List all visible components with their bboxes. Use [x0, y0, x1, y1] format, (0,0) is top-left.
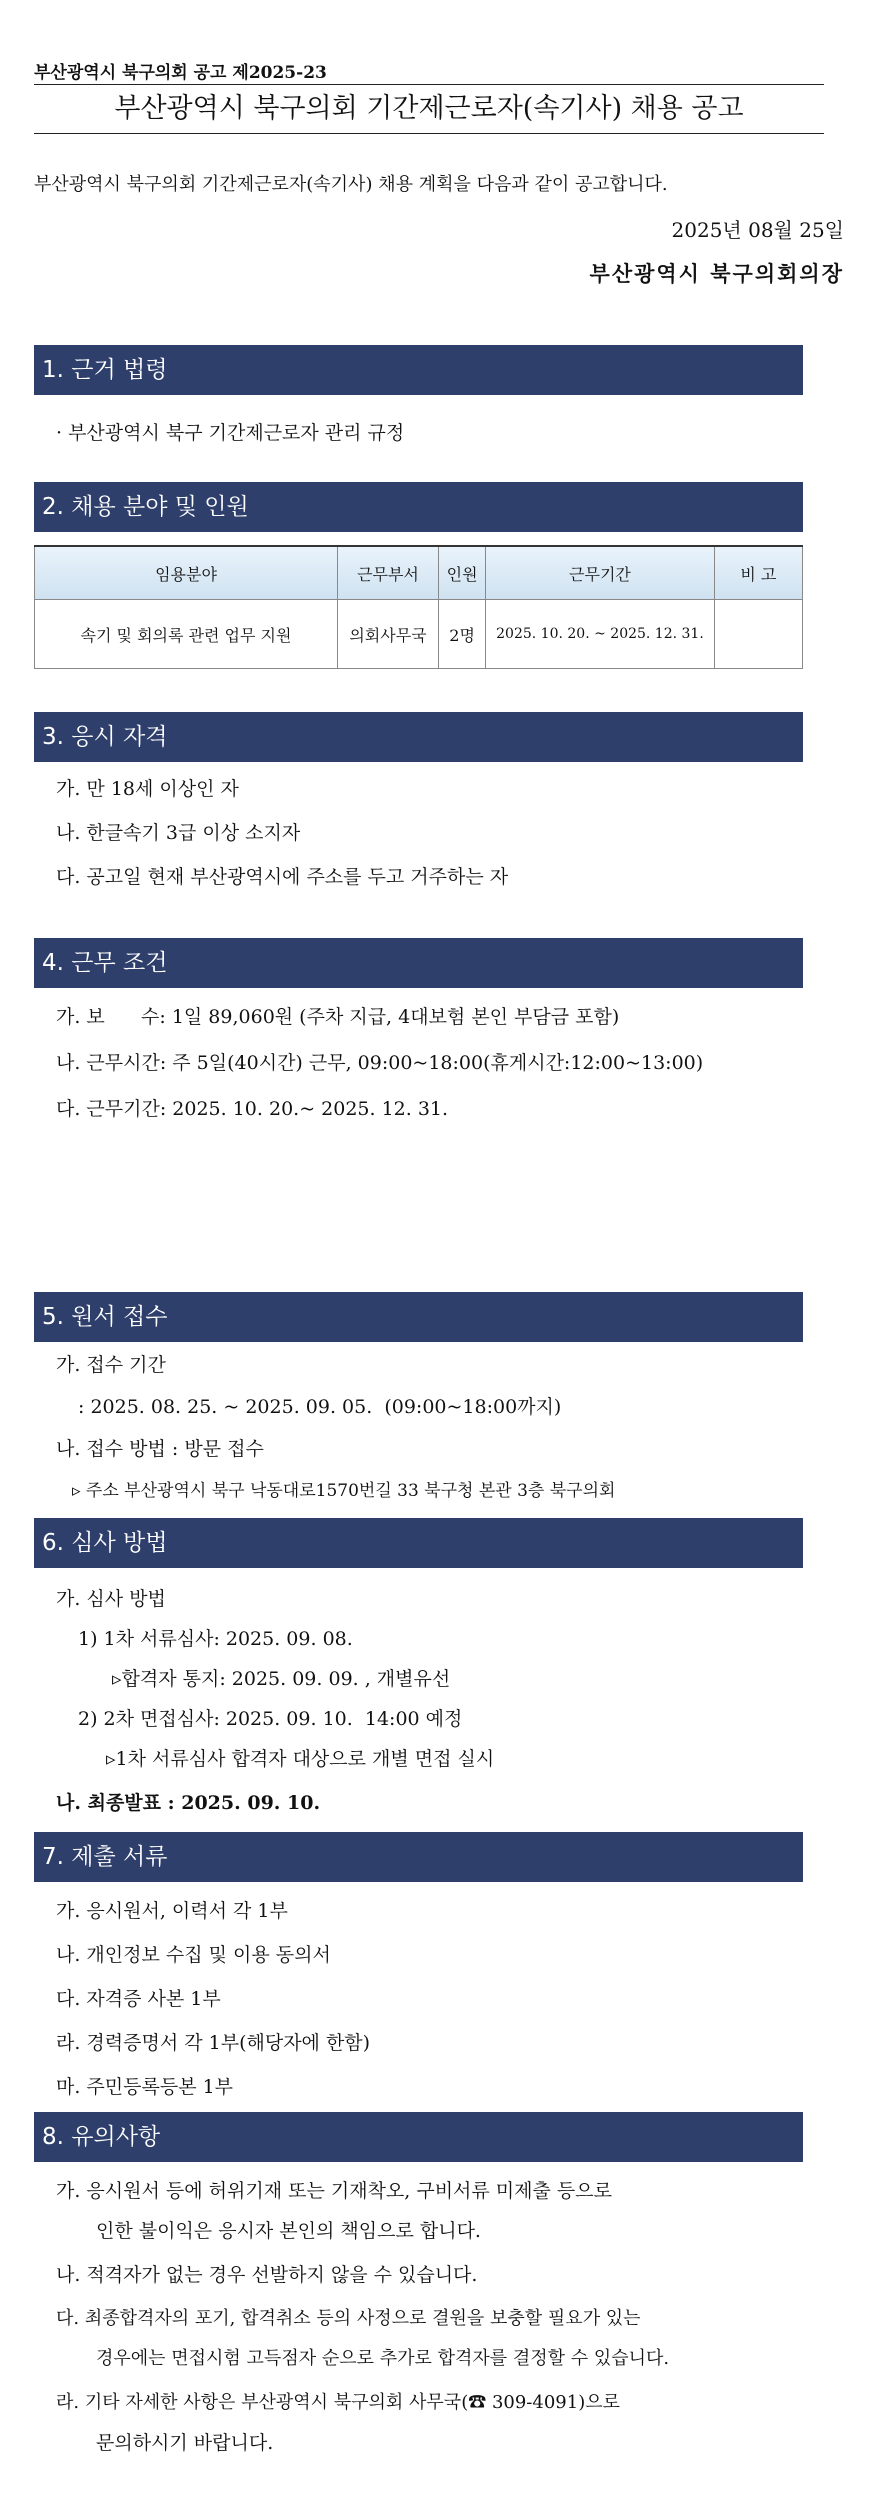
list-item: 가. 응시원서, 이력서 각 1부	[56, 1900, 288, 1922]
recruitment-table	[34, 545, 803, 669]
list-item: 2) 2차 면접심사: 2025. 09. 10. 14:00 예정	[78, 1708, 463, 1730]
section-heading-documents: 7. 제출 서류	[34, 1832, 803, 1882]
list-item: 1) 1차 서류심사: 2025. 09. 08.	[78, 1628, 353, 1650]
list-item: : 2025. 08. 25. ~ 2025. 09. 05. (09:00~18:00까지)	[78, 1396, 562, 1418]
list-item: 다. 공고일 현재 부산광역시에 주소를 두고 거주하는 자	[56, 866, 509, 888]
list-item: 마. 주민등록등본 1부	[56, 2076, 234, 2098]
section-heading-notes: 8. 유의사항	[34, 2112, 803, 2162]
table-header-row	[35, 546, 803, 600]
page-title: 부산광역시 북구의회 기간제근로자(속기사) 채용 공고	[34, 84, 824, 134]
list-item: 가. 심사 방법	[56, 1588, 166, 1610]
table-header: 인원	[438, 546, 485, 600]
list-item: ▹ 주소 부산광역시 북구 낙동대로1570번길 33 북구청 본관 3층 북구의회	[72, 1481, 616, 1501]
section-heading-screening: 6. 심사 방법	[34, 1518, 803, 1568]
table-row	[35, 600, 803, 669]
section-heading-work-conditions: 4. 근무 조건	[34, 938, 803, 988]
list-item: 가. 접수 기간	[56, 1354, 166, 1376]
list-item: 가. 응시원서 등에 허위기재 또는 기재착오, 구비서류 미제출 등으로	[56, 2180, 612, 2202]
list-item: 인한 불이익은 응시자 본인의 책임으로 합니다.	[96, 2220, 481, 2242]
list-item: 다. 자격증 사본 1부	[56, 1988, 221, 2010]
table-cell: 의회사무국	[338, 600, 439, 669]
list-item: 다. 근무기간: 2025. 10. 20.~ 2025. 12. 31.	[56, 1098, 449, 1120]
intro-text: 부산광역시 북구의회 기간제근로자(속기사) 채용 계획을 다음과 같이 공고합니다.	[34, 174, 668, 195]
section-heading-qualifications: 3. 응시 자격	[34, 712, 803, 762]
table-cell: 2025. 10. 20. ~ 2025. 12. 31.	[486, 600, 714, 669]
issuer-name: 부산광역시 북구의회의장	[589, 261, 844, 286]
section-heading-recruitment: 2. 채용 분야 및 인원	[34, 482, 803, 532]
list-item: 나. 한글속기 3급 이상 소지자	[56, 822, 301, 844]
list-item: ▹합격자 통지: 2025. 09. 09. , 개별유선	[112, 1668, 451, 1690]
list-item: 라. 경력증명서 각 1부(해당자에 한함)	[56, 2032, 371, 2054]
table-header: 비 고	[714, 546, 802, 600]
final-announcement: 나. 최종발표 : 2025. 09. 10.	[56, 1792, 321, 1814]
table-header: 임용분야	[35, 546, 338, 600]
list-item: 나. 개인정보 수집 및 이용 동의서	[56, 1944, 331, 1966]
list-item: ▹1차 서류심사 합격자 대상으로 개별 면접 실시	[106, 1748, 495, 1770]
table-cell: 2명	[438, 600, 485, 669]
table-cell	[714, 600, 802, 669]
list-item: 다. 최종합격자의 포기, 합격취소 등의 사정으로 결원을 보충할 필요가 있는	[56, 2308, 641, 2329]
table-header: 근무기간	[486, 546, 714, 600]
list-item: 라. 기타 자세한 사항은 부산광역시 북구의회 사무국(☎ 309-4091)으로	[56, 2392, 620, 2413]
list-item: 나. 근무시간: 주 5일(40시간) 근무, 09:00~18:00(휴게시간:12:00~13:00)	[56, 1052, 704, 1074]
list-item: 가. 만 18세 이상인 자	[56, 778, 239, 800]
announcement-date: 2025년 08월 25일	[671, 218, 844, 242]
list-item: · 부산광역시 북구 기간제근로자 관리 규정	[56, 422, 405, 444]
list-item: 가. 보 수: 1일 89,060원 (주차 지급, 4대보험 본인 부담금 포함)	[56, 1006, 620, 1028]
list-item: 나. 접수 방법 : 방문 접수	[56, 1438, 264, 1460]
document-number: 부산광역시 북구의회 공고 제2025-23	[34, 63, 327, 83]
table-header: 근무부서	[338, 546, 439, 600]
list-item: 나. 적격자가 없는 경우 선발하지 않을 수 있습니다.	[56, 2264, 478, 2286]
section-heading-legal-basis: 1. 근거 법령	[34, 345, 803, 395]
table-cell: 속기 및 회의록 관련 업무 지원	[35, 600, 338, 669]
list-item: 문의하시기 바랍니다.	[96, 2432, 274, 2454]
list-item: 경우에는 면접시험 고득점자 순으로 추가로 합격자를 결정할 수 있습니다.	[96, 2348, 670, 2369]
section-heading-application: 5. 원서 접수	[34, 1292, 803, 1342]
